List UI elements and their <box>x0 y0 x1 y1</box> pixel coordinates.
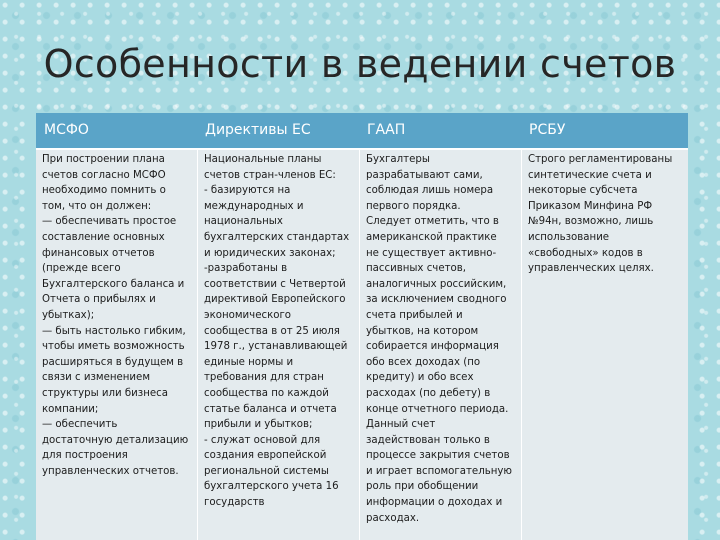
cell-line: кредиту) и обо всех <box>366 372 474 384</box>
cell-line: управленческих целях. <box>528 263 654 275</box>
cell-line: - служат основой для <box>204 434 321 446</box>
cell-line: 1978 г., устанавливающей <box>204 341 348 353</box>
cell-line: убытках); <box>42 309 95 321</box>
cell-line: единые нормы и <box>204 356 294 368</box>
cell-line: разрабатывают сами, <box>366 169 483 181</box>
cell-line: Данный счет <box>366 419 436 431</box>
cell-line: — обеспечить <box>42 419 118 431</box>
cell-line: сообщества в от 25 июля <box>204 325 340 337</box>
cell-line: убытков, на котором <box>366 325 479 337</box>
cell-line: (прежде всего <box>42 263 121 275</box>
cell-line: расширяться в будущем в <box>42 356 184 368</box>
cell-line: региональной системы <box>204 465 329 477</box>
cell-line: экономического <box>204 309 292 321</box>
cell-line: национальных <box>204 216 283 228</box>
cell-line: При построении плана <box>42 154 165 165</box>
cell-line: структуры или бизнеса <box>42 387 168 399</box>
cell-line: конце отчетного периода. <box>366 403 509 415</box>
cell-line: соблюдая лишь номера <box>366 185 494 197</box>
cell-line: прибыли и убытков; <box>204 419 313 431</box>
cell-line: процессе закрытия счетов <box>366 450 510 462</box>
header-directives: Директивы ЕС <box>205 122 311 138</box>
cell-line: и юридических законах; <box>204 247 336 259</box>
cell-line: задействован только в <box>366 434 490 446</box>
cell-line: счетов стран-членов ЕС: <box>204 169 336 181</box>
cell-line: -разработаны в <box>204 263 288 275</box>
cell-line: не существует активно- <box>366 247 497 259</box>
cell-directives <box>204 152 349 511</box>
cell-line: соответствии с Четвертой <box>204 278 346 290</box>
column-divider <box>521 150 522 540</box>
cell-line: собирается информация <box>366 341 499 353</box>
cell-line: для построения <box>42 450 128 462</box>
cell-msfo <box>42 152 188 479</box>
cell-line: аналогичных российским, <box>366 278 507 290</box>
cell-line: создания европейской <box>204 450 327 462</box>
cell-line: Бухгалтерского баланса и <box>42 278 185 290</box>
cell-line: счетов согласно МСФО <box>42 169 166 181</box>
cell-line: том, что он должен: <box>42 200 152 212</box>
cell-line: Бухгалтеры <box>366 154 430 165</box>
cell-line: синтетические счета и <box>528 169 652 181</box>
cell-line: счета прибылей и <box>366 309 463 321</box>
cell-line: информации о доходах и <box>366 497 503 509</box>
cell-line: бухгалтерского учета 16 <box>204 481 339 493</box>
cell-line: Строго регламентированы <box>528 154 673 165</box>
cell-line: роль при обобщении <box>366 481 479 493</box>
cell-line: обо всех доходах (по <box>366 356 481 368</box>
cell-line: управленческих отчетов. <box>42 465 179 477</box>
cell-line: — обеспечивать простое <box>42 216 177 228</box>
cell-line: Следует отметить, что в <box>366 216 499 228</box>
cell-line: бухгалтерских стандартах <box>204 231 350 243</box>
cell-line: первого порядка. <box>366 200 461 212</box>
cell-line: необходимо помнить о <box>42 185 166 197</box>
cell-line: американской практике <box>366 231 497 243</box>
cell-line: финансовых отчетов <box>42 247 155 259</box>
header-gaap: ГААП <box>367 122 406 138</box>
cell-line: чтобы иметь возможность <box>42 341 185 353</box>
cell-line: за исключением сводного <box>366 294 507 306</box>
cell-line: расходах. <box>366 512 420 524</box>
cell-line: статье баланса и отчета <box>204 403 337 415</box>
cell-line: директивой Европейского <box>204 294 346 306</box>
cell-line: - базируются на <box>204 185 291 197</box>
cell-line: сообщества по каждой <box>204 387 329 399</box>
cell-rsbu <box>528 152 672 277</box>
cell-line: компании; <box>42 403 99 415</box>
cell-line: использование <box>528 231 610 243</box>
cell-line: связи с изменением <box>42 372 151 384</box>
cell-line: №94н, возможно, лишь <box>528 216 654 228</box>
cell-gaap <box>366 152 512 526</box>
cell-line: Отчета о прибылях и <box>42 294 156 306</box>
table-header-row <box>36 113 688 150</box>
cell-line: «свободных» кодов в <box>528 247 643 259</box>
cell-line: Приказом Минфина РФ <box>528 200 653 212</box>
cell-line: пассивных счетов, <box>366 263 466 275</box>
header-rsbu: РСБУ <box>529 122 566 138</box>
cell-line: достаточную детализацию <box>42 434 189 446</box>
cell-line: международных и <box>204 200 304 212</box>
cell-line: расходах (по дебету) в <box>366 387 491 399</box>
comparison-table <box>36 113 688 540</box>
column-divider <box>359 150 360 540</box>
cell-line: составление основных <box>42 231 165 243</box>
cell-line: — быть настолько гибким, <box>42 325 186 337</box>
cell-line: требования для стран <box>204 372 324 384</box>
cell-line: и играет вспомогательную <box>366 465 512 477</box>
slide-title: Особенности в ведении счетов <box>43 42 677 86</box>
cell-line: государств <box>204 497 265 509</box>
header-msfo: МСФО <box>44 122 89 138</box>
cell-line: Национальные планы <box>204 154 322 165</box>
column-divider <box>197 150 198 540</box>
cell-line: некоторые субсчета <box>528 185 638 197</box>
